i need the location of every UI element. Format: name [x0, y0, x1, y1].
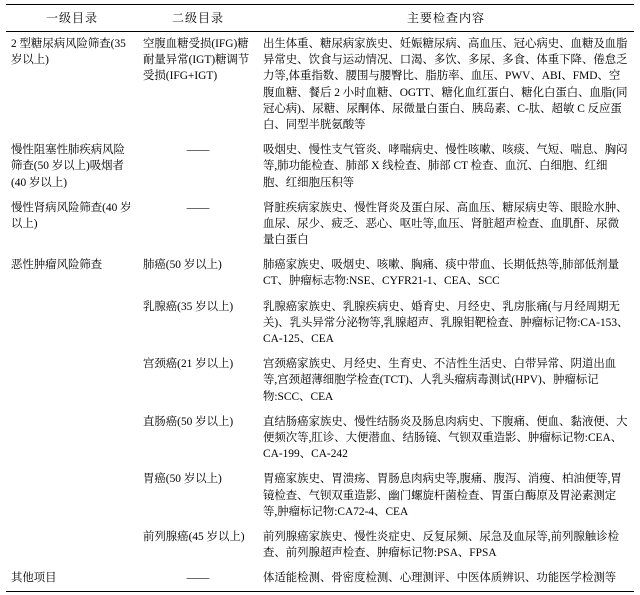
cell-level1: 慢性肾病风险筛查(40 岁以上): [11, 201, 132, 230]
cell-level1: [6, 525, 138, 566]
cell-level1: [6, 295, 138, 353]
cell-level2: ——: [138, 566, 258, 592]
table-row: [6, 295, 634, 353]
cell-level2: 胃癌(50 岁以上): [143, 473, 222, 486]
cell-level2: 肺癌(50 岁以上): [143, 259, 222, 272]
cell-level2: 直肠癌(50 岁以上): [143, 415, 234, 428]
table-row: [6, 138, 634, 196]
column-header-level1: 一级目录: [6, 5, 138, 32]
cell-level2: 宫颈癌(21 岁以上): [143, 358, 234, 371]
table-body: [6, 32, 634, 592]
table-row: [6, 410, 634, 468]
cell-level1: [6, 467, 138, 525]
cell-content: 吸烟史、慢性支气管炎、哮喘病史、慢性咳嗽、咳痰、气短、喘息、胸闷等,肺功能检查、肺部 X 线检查、肺部 CT 检查、血沉、白细胞、红细胞、红细胞压积等: [263, 144, 628, 189]
cell-level1: 2 型糖尿病风险筛查(35 岁以上): [11, 38, 126, 67]
cell-content: 胃癌家族史、胃溃疡、胃肠息肉病史等,腹痛、腹泻、消瘦、柏油便等,胃镜检查、气钡双重造影、幽门螺旋杆菌检查、胃蛋白酶原及胃泌素测定等,肿瘤标记物:CA72-4、CEA: [263, 473, 622, 518]
cell-level2: 乳腺癌(35 岁以上): [143, 300, 234, 313]
column-header-content: 主要检查内容: [258, 5, 634, 32]
table-row: [6, 196, 634, 254]
cell-content: 体适能检测、骨密度检测、心理测评、中医体质辨识、功能医学检测等: [258, 566, 634, 592]
document-page: [0, 4, 640, 595]
cell-content: 乳腺癌家族史、乳腺疾病史、婚育史、月经史、乳房胀痛(与月经周期无关)、乳头异常分泌物等,乳腺超声、乳腺钼靶检查、肿瘤标记物:CA-153、CA-125、CEA: [263, 300, 629, 345]
table-row: [6, 467, 634, 525]
cell-level2: ——: [186, 144, 210, 157]
cell-level1: [6, 352, 138, 410]
table-row: [6, 566, 634, 592]
cell-content: 直结肠癌家族史、慢性结肠炎及肠息肉病史、下腹痛、便血、黏液便、大便频次等,肛诊、大便潜血、结肠镜、气钡双重造影、肿瘤标记物:CEA、CA-199、CA-242: [263, 415, 628, 461]
cell-level1: [6, 410, 138, 468]
column-header-level2: 二级目录: [138, 5, 258, 32]
table-header-row: [6, 5, 634, 32]
cell-level1: 其他项目: [6, 566, 138, 592]
cell-level2: 前列腺癌(45 岁以上): [143, 530, 245, 543]
health-screening-table: [6, 4, 634, 592]
cell-level1: 恶性肿瘤风险筛查: [11, 259, 103, 272]
cell-level1: 慢性阻塞性肺疾病风险筛查(50 岁以上)吸烟者(40 岁以上): [11, 144, 125, 189]
table-row: [6, 32, 634, 139]
table-row: [6, 525, 634, 566]
cell-content: 肾脏疾病家族史、慢性肾炎及蛋白尿、高血压、糖尿病史等、眼睑水肿、血尿、尿少、疲乏、恶心、呕吐等,血压、肾脏超声检查、血肌酐、尿微量白蛋白: [263, 201, 628, 247]
cell-level2: ——: [186, 201, 210, 214]
cell-content: 宫颈癌家族史、月经史、生育史、不洁性生活史、白带异常、阴道出血等,宫颈超薄细胞学检查(TCT)、人乳头瘤病毒测试(HPV)、肿瘤标记物:SCC、CEA: [263, 358, 617, 403]
cell-content: 肺癌家族史、吸烟史、咳嗽、胸痛、痰中带血、长期低热等,肺部低剂量 CT、肿瘤标志物:NSE、CYFR21-1、CEA、SCC: [263, 259, 619, 288]
cell-level2: 空腹血糖受损(IFG)糖耐量异常(IGT)糖调节受损(IFG+IGT): [143, 38, 250, 83]
cell-content: 前列腺癌家族史、慢性炎症史、反复尿频、尿急及血尿等,前列腺触诊检查、前列腺超声检查、肿瘤标记物:PSA、FPSA: [263, 530, 619, 560]
table-row: [6, 352, 634, 410]
cell-content: 出生体重、糖尿病家族史、妊娠糖尿病、高血压、冠心病史、血糖及血脂异常史、饮食与运动情况、口渴、多饮、多尿、多食、体重下降、倦怠乏力等,体重指数、腰围与腰臀比、脂肪率、血压、PWV、ABI、FMD、空腹血糖、餐后 2 小时血糖、OGTT、糖化血红蛋白、糖化白蛋白、血脂(同冠心病)、尿糖、尿酮体、尿微量白蛋白、胰岛素、C-肽、超敏 C 反应蛋白、同型半胱氨酸等: [263, 38, 628, 131]
table-row: [6, 253, 634, 294]
table-header: [6, 5, 634, 32]
